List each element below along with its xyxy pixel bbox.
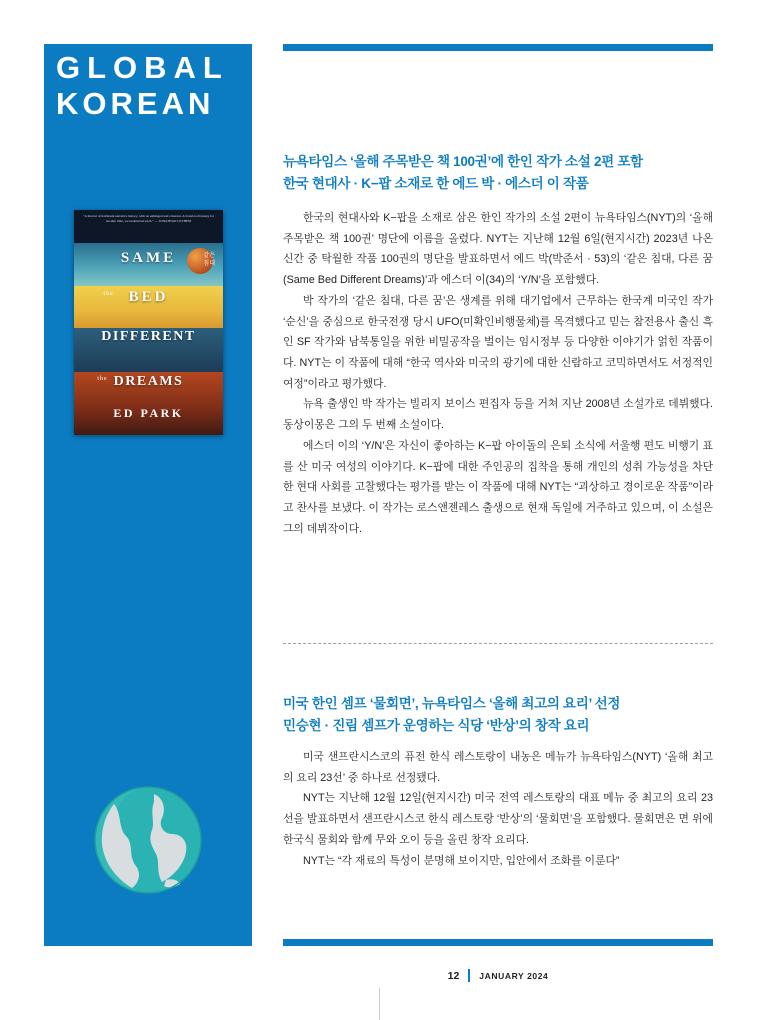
- masthead-line-global: GLOBAL: [56, 50, 229, 85]
- cover-word-different: DIFFERENT: [101, 329, 196, 344]
- article-2-body: [283, 747, 713, 871]
- article-1-paragraph-1: 한국의 현대사와 K−팝을 소재로 삼은 한인 작가의 소설 2편이 뉴욕타임스(NYT)의 ‘올해 주목받은 책 100권’ 명단에 이름을 올렸다. NYT는 지난해 12월 6일(현지시간) 2023년 나온 신간 중 탁월한 작품 100권의 명단을 발표하면서 에드 박(박준서 · 53)의 ‘같은 침대, 다른 꿈(Same Bed Different Dreams)’과 에스더 이(34)의 ‘Y/N’을 포함했다.: [283, 212, 713, 287]
- book-cover-image: [74, 210, 223, 435]
- top-rule: [283, 44, 713, 51]
- article-1-paragraph-4: 에스더 이의 ‘Y/N’은 자신이 좋아하는 K−팝 아이돌의 은퇴 소식에 서울행 편도 비행기 표를 산 미국 여성의 이야기다. K−팝에 대한 주인공의 집착을 통해 개인의 성취 가능성을 차단한 현대 사회를 고찰했다는 평가를 받는 이 작품에 대해 NYT는 “괴상하고 경이로운 작품”이라고 찬사를 보냈다. 이 작가는 로스앤젠레스 출생으로 현재 독일에 거주하고 있으며, 이 소설은 그의 데뷔작이다.: [283, 439, 713, 535]
- cover-word-dreams: DREAMS: [113, 374, 184, 389]
- article-1-paragraph-3: 뉴욕 출생인 박 작가는 빌리지 보이스 편집자 등을 거쳐 지난 2008년 소설가로 데뷔했다. 동상이몽은 그의 두 번째 소설이다.: [283, 398, 713, 432]
- cover-blurb: “A marvel of hairbrush narrative history, with an unhinged and coherent. A brand-fed fantasy for another time, we understand each.” — JONATHAN LETHEM: [82, 214, 215, 224]
- globe-icon: [92, 784, 204, 896]
- article-1-headline: 뉴욕타임스 ‘올해 주목받은 책 100권’에 한인 작가 소설 2편 포함 한국 현대사 · K−팝 소재로 한 에드 박 · 에스더 이 작품: [283, 154, 643, 192]
- cover-word-bed: BED: [128, 289, 169, 305]
- article-divider: [283, 643, 713, 644]
- page-footer: [283, 969, 713, 982]
- spine-line: [379, 988, 380, 1020]
- left-blue-panel: [44, 44, 252, 946]
- cover-word-same: SAME: [120, 250, 177, 266]
- masthead: [56, 50, 244, 121]
- page-number: 12: [447, 969, 460, 982]
- issue-date: JANUARY 2024: [479, 970, 549, 981]
- footer-divider-bar: [468, 969, 470, 982]
- article-2-paragraph-3: NYT는 “각 재료의 특성이 분명해 보이지만, 입안에서 조화를 이룬다”: [303, 854, 620, 867]
- cover-word-the-1: the: [103, 291, 114, 297]
- article-1-body: [283, 208, 713, 540]
- article-2-paragraph-1: 미국 샌프란시스코의 퓨전 한식 레스토랑이 내농은 메뉴가 뉴욕타임스(NYT) ‘올해 최고의 요리 23선’ 중 하나로 선정됐다.: [283, 751, 713, 784]
- article-2-paragraph-2: NYT는 지난해 12월 12일(현지시간) 미국 전역 레스토랑의 대표 메뉴 중 최고의 요리 23선을 발표하면서 샌프란시스코 한식 레스토랑 ‘반상’의 ‘물회면’을 포함했다. 물회면은 면 위에 한국식 물회와 함께 무와 오이 등을 올린 창작 요리다.: [283, 792, 713, 846]
- masthead-line-korean: KOREAN: [56, 85, 215, 121]
- bottom-rule: [283, 939, 713, 946]
- cover-word-the-2: the: [97, 376, 108, 382]
- cover-author-name: ED PARK: [113, 406, 184, 420]
- article-2-headline: 미국 한인 셈프 ‘물회면’, 뉴욕타임스 ‘올해 최고의 요리’ 선정 민승현 · 진림 셈프가 운영하는 식당 ‘반상’의 창작 요리: [283, 696, 621, 734]
- cover-korean-note: 같은 침대: [203, 253, 215, 268]
- article-1-paragraph-2: 박 작가의 ‘같은 침대, 다른 꿈’은 생계를 위해 대기업에서 근무하는 한국계 미국인 작가 ‘순신’을 중심으로 한국전쟁 당시 UFO(미확인비행물체)를 목격했다고 믿는 참전용사 출신 흑인 SF 작가와 남북통일을 위한 비밀공작을 벌이는 임시정부 등 다양한 이야기가 얽힌 작품이다. NYT는 이 작품에 대해 “한국 역사와 미국의 광기에 대한 신람하고 코믹하면서도 서정적인 여정”이라고 평가했다.: [283, 294, 713, 390]
